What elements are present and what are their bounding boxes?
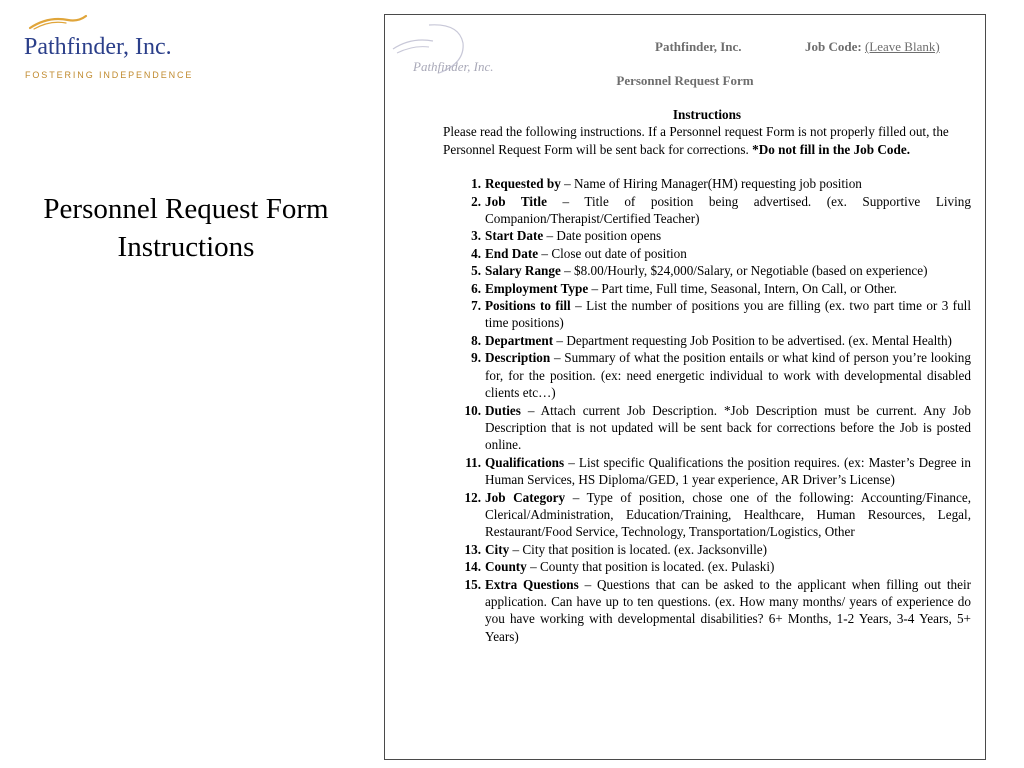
instruction-item <box>443 402 971 454</box>
instruction-number: 11. <box>465 454 481 470</box>
instruction-number: 10. <box>464 402 481 418</box>
instruction-number: 3. <box>471 228 481 244</box>
logo-name: Pathfinder, Inc. <box>24 34 172 60</box>
job-code-label: Job Code: <box>805 39 862 54</box>
instruction-item <box>443 489 971 541</box>
instruction-number: 9. <box>471 350 481 366</box>
instruction-term: Requested by <box>485 176 561 192</box>
instruction-text: – List specific Qualifications the position requires. (ex: Master’s Degree in Human Services, HS Diploma/GED, 1 year experience, AR Driver’s License) <box>485 454 971 488</box>
instruction-text: – Attach current Job Description. *Job Description must be current. Any Job Description that is not updated will be sent back for corrections before the Job is posted online. <box>485 402 971 453</box>
watermark-text: Pathfinder, Inc. <box>413 59 494 74</box>
job-code <box>805 39 940 55</box>
instruction-text: – Date position opens <box>543 228 662 244</box>
instruction-term: Description <box>485 350 551 366</box>
instruction-text: – $8.00/Hourly, $24,000/Salary, or Negotiable (based on experience) <box>560 263 928 279</box>
instruction-text: – Questions that can be asked to the applicant when filling out their application. Can have up to ten questions. (ex. How many months/ years of experience do you have working with developmental disabilities? 6+ Months, 1-2 Years, 3-4 Years, 5+ Years) <box>485 576 971 644</box>
instruction-number: 1. <box>471 176 481 192</box>
instruction-item <box>443 175 971 192</box>
instructions-heading: Instructions <box>672 107 742 122</box>
instruction-text: – Type of position, chose one of the following: Accounting/Finance, Clerical/Administration, Education/Training, Healthcare, Human Resources, Legal, Restaurant/Food Service, Technology, Transportation/Logistics, Other <box>485 489 971 540</box>
instruction-term: Positions to fill <box>485 298 571 314</box>
document-page <box>384 14 986 760</box>
instruction-number: 13. <box>464 541 481 557</box>
pathfinder-logo <box>18 14 194 80</box>
instruction-number: 15. <box>464 576 481 592</box>
instruction-text: – Department requesting Job Position to be advertised. (ex. Mental Health) <box>553 332 952 348</box>
instruction-item <box>443 262 971 279</box>
instruction-item <box>443 349 971 401</box>
instruction-number: 8. <box>471 332 481 348</box>
slide-title <box>0 190 372 266</box>
logo-tagline: FOSTERING INDEPENDENCE <box>25 70 194 80</box>
instruction-term: Salary Range <box>485 263 561 279</box>
instruction-text: – Summary of what the position entails or what kind of person you’re looking for, for the position. (ex: need energetic individual to work with developmental disabled clients etc…) <box>485 350 971 401</box>
intro-bold: *Do not fill in the Job Code. <box>752 141 911 157</box>
instruction-item <box>443 297 971 332</box>
instruction-number: 12. <box>464 489 481 505</box>
instruction-term: End Date <box>485 245 539 261</box>
instruction-term: Job Title <box>485 193 547 209</box>
instruction-number: 5. <box>471 263 481 279</box>
instruction-item <box>443 454 971 489</box>
instruction-number: 7. <box>471 298 481 314</box>
instruction-term: Qualifications <box>485 454 565 470</box>
document-company: Pathfinder, Inc. <box>655 39 742 54</box>
instructions-list <box>443 175 971 645</box>
instruction-number: 6. <box>471 280 481 296</box>
instruction-text: – List the number of positions you are filling (ex. two part time or 3 full time positions) <box>485 298 971 331</box>
instructions-body <box>443 106 971 645</box>
instruction-text: – Name of Hiring Manager(HM) requesting job position <box>560 176 862 192</box>
instruction-term: Start Date <box>485 228 544 244</box>
instruction-item <box>443 227 971 244</box>
instruction-term: Employment Type <box>485 280 589 296</box>
slide-title-line1: Personnel Request Form <box>43 193 329 225</box>
instruction-item <box>443 245 971 262</box>
instruction-number: 2. <box>471 193 481 209</box>
instruction-text: – Part time, Full time, Seasonal, Intern, On Call, or Other. <box>588 280 897 296</box>
job-code-value: (Leave Blank) <box>864 39 940 54</box>
instruction-item <box>443 558 971 575</box>
instruction-item <box>443 193 971 228</box>
instruction-item <box>443 280 971 297</box>
instruction-item <box>443 332 971 349</box>
instruction-item <box>443 576 971 646</box>
instruction-text: – County that position is located. (ex. Pulaski) <box>526 559 775 575</box>
instruction-item <box>443 541 971 558</box>
instruction-term: Duties <box>485 402 521 418</box>
instructions-intro <box>443 123 971 158</box>
instruction-term: Department <box>485 332 554 348</box>
instruction-term: County <box>485 559 527 575</box>
instruction-text: – Title of position being advertised. (ex. Supportive Living Companion/Therapist/Certified Teacher) <box>485 193 971 227</box>
instruction-term: Extra Questions <box>485 576 579 592</box>
instruction-term: Job Category <box>485 489 566 505</box>
instruction-text: – Close out date of position <box>538 245 687 261</box>
instruction-number: 4. <box>471 245 481 261</box>
instruction-number: 14. <box>464 559 481 575</box>
swoosh-icon <box>28 14 88 30</box>
intro-text: Please read the following instructions. If a Personnel request Form is not properly filled out, the Personnel Request Form will be sent back for corrections. <box>443 124 949 157</box>
instruction-term: City <box>485 541 510 557</box>
instruction-text: – City that position is located. (ex. Jacksonville) <box>509 541 768 557</box>
slide-title-line2: Instructions <box>117 231 255 263</box>
form-title: Personnel Request Form <box>616 73 754 88</box>
